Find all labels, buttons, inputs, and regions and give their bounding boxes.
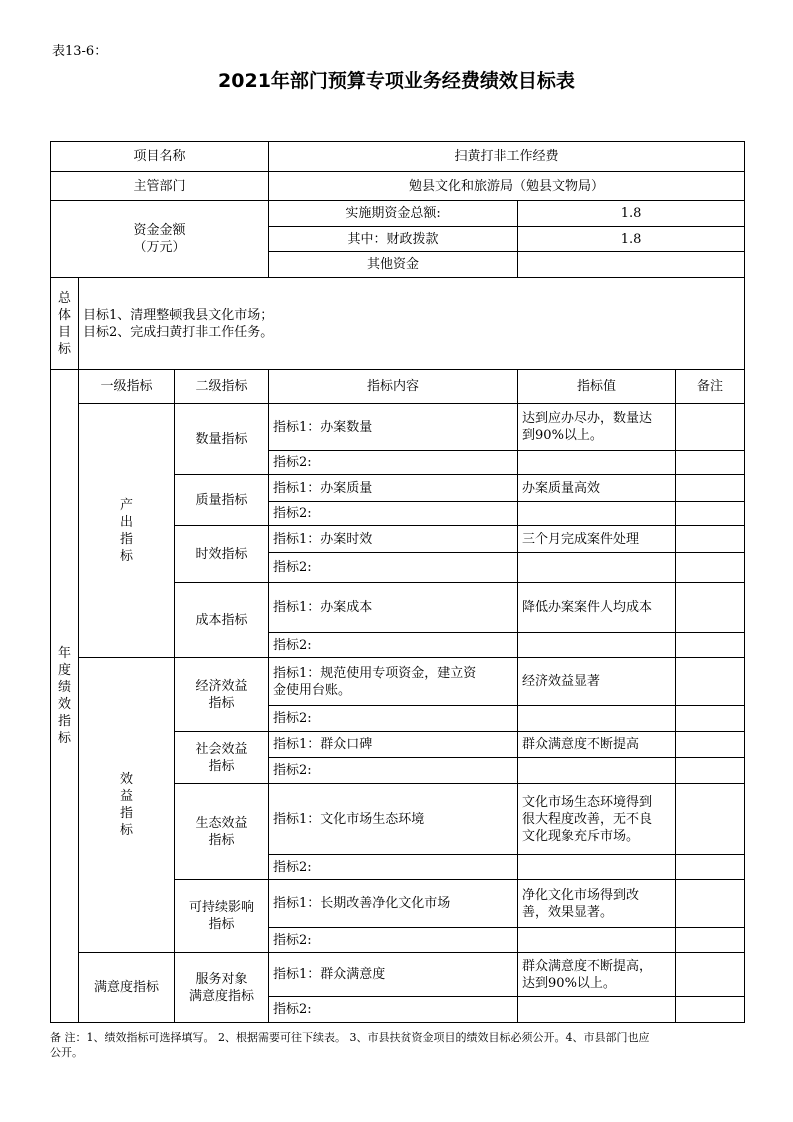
cost-remark-2 (676, 633, 745, 658)
quantity-remark-1 (676, 404, 745, 451)
total-funds-value: 1.8 (518, 201, 745, 227)
funds-label-line1: 资金金额 (133, 223, 186, 238)
table-number: 表13-6： (52, 44, 108, 59)
economic-remark-1 (676, 658, 745, 706)
annual-indicator-label: 年 度 绩 效 指 标 (51, 370, 79, 1023)
ecological-indicator-2: 指标2: (269, 855, 518, 880)
header-level1: 一级指标 (79, 370, 175, 404)
ecological-value-2 (518, 855, 676, 880)
service-indicator: 服务对象 满意度指标 (175, 953, 269, 1023)
overall-goal-line2: 目标2、完成扫黄打非工作任务。 (83, 324, 274, 340)
quantity-remark-2 (676, 451, 745, 475)
economic-indicator: 经济效益 指标 (175, 658, 269, 732)
project-name-value: 扫黄打非工作经费 (269, 142, 745, 172)
social-remark-2 (676, 758, 745, 784)
sustainable-remark-2 (676, 928, 745, 953)
cost-indicator-1: 指标1：办案成本 (269, 583, 518, 633)
overall-goal-label: 总 体 目 标 (51, 278, 79, 370)
ecological-remark-2 (676, 855, 745, 880)
sustainable-indicator: 可持续影响 指标 (175, 880, 269, 953)
page-title: 2021年部门预算专项业务经费绩效目标表 (218, 70, 575, 92)
social-indicator-2: 指标2: (269, 758, 518, 784)
ecological-indicator-1: 指标1：文化市场生态环境 (269, 784, 518, 855)
footer-line2: 公开。 (50, 1046, 83, 1059)
quality-value-2 (518, 502, 676, 526)
header-content: 指标内容 (269, 370, 518, 404)
funds-label (51, 201, 269, 278)
social-indicator: 社会效益 指标 (175, 732, 269, 784)
timeliness-value-2 (518, 553, 676, 583)
service-value-1: 群众满意度不断提高， 达到90%以上。 (518, 953, 676, 997)
economic-indicator-2: 指标2: (269, 706, 518, 732)
satisfaction-indicator-label: 满意度指标 (79, 953, 175, 1023)
timeliness-indicator-2: 指标2: (269, 553, 518, 583)
quality-value-1: 办案质量高效 (518, 475, 676, 502)
sustainable-indicator-2: 指标2: (269, 928, 518, 953)
social-remark-1 (676, 732, 745, 758)
performance-table (50, 141, 745, 1023)
output-indicator-label: 产 出 指 标 (79, 404, 175, 658)
quantity-value-1: 达到应办尽办，数量达 到90%以上。 (518, 404, 676, 451)
timeliness-remark-1 (676, 526, 745, 553)
overall-goal-line1: 目标1、清理整顿我县文化市场； (83, 307, 274, 323)
cost-remark-1 (676, 583, 745, 633)
header-level2: 二级指标 (175, 370, 269, 404)
social-value-2 (518, 758, 676, 784)
cost-indicator-2: 指标2: (269, 633, 518, 658)
timeliness-remark-2 (676, 553, 745, 583)
economic-remark-2 (676, 706, 745, 732)
cost-indicator: 成本指标 (175, 583, 269, 658)
department-label: 主管部门 (51, 172, 269, 201)
ecological-value-1: 文化市场生态环境得到 很大程度改善，无不良 文化现象充斥市场。 (518, 784, 676, 855)
total-funds-label: 实施期资金总额: (269, 201, 518, 227)
cost-value-2 (518, 633, 676, 658)
sustainable-value-1: 净化文化市场得到改 善，效果显著。 (518, 880, 676, 928)
service-remark-1 (676, 953, 745, 997)
footer-line1: 备 注：1、绩效指标可选择填写。 2、根据需要可往下续表。 3、市县扶贫资金项目的绩效目标必须公开。4、市县部门也应 (50, 1031, 650, 1044)
department-value: 勉县文化和旅游局（勉县文物局） (269, 172, 745, 201)
timeliness-value-1: 三个月完成案件处理 (518, 526, 676, 553)
header-remark: 备注 (676, 370, 745, 404)
service-indicator-1: 指标1：群众满意度 (269, 953, 518, 997)
project-name-label: 项目名称 (51, 142, 269, 172)
other-funds-label: 其他资金 (269, 252, 518, 278)
header-value: 指标值 (518, 370, 676, 404)
benefit-indicator-label: 效 益 指 标 (79, 658, 175, 953)
timeliness-indicator: 时效指标 (175, 526, 269, 583)
cost-value-1: 降低办案案件人均成本 (518, 583, 676, 633)
social-value-1: 群众满意度不断提高 (518, 732, 676, 758)
ecological-remark-1 (676, 784, 745, 855)
timeliness-indicator-1: 指标1：办案时效 (269, 526, 518, 553)
service-value-2 (518, 997, 676, 1023)
economic-value-2 (518, 706, 676, 732)
service-remark-2 (676, 997, 745, 1023)
social-indicator-1: 指标1：群众口碑 (269, 732, 518, 758)
quantity-indicator: 数量指标 (175, 404, 269, 475)
quality-indicator-2: 指标2: (269, 502, 518, 526)
quality-indicator: 质量指标 (175, 475, 269, 526)
ecological-indicator: 生态效益 指标 (175, 784, 269, 880)
quantity-indicator-1: 指标1：办案数量 (269, 404, 518, 451)
quantity-value-2 (518, 451, 676, 475)
service-indicator-2: 指标2: (269, 997, 518, 1023)
sustainable-value-2 (518, 928, 676, 953)
other-funds-value (518, 252, 745, 278)
overall-goal-content (79, 278, 745, 370)
fiscal-funds-value: 1.8 (518, 227, 745, 252)
economic-indicator-1: 指标1：规范使用专项资金，建立资 金使用台账。 (269, 658, 518, 706)
quality-remark-2 (676, 502, 745, 526)
sustainable-indicator-1: 指标1：长期改善净化文化市场 (269, 880, 518, 928)
quality-indicator-1: 指标1：办案质量 (269, 475, 518, 502)
quantity-indicator-2: 指标2: (269, 451, 518, 475)
quality-remark-1 (676, 475, 745, 502)
footer-note (50, 1030, 750, 1060)
sustainable-remark-1 (676, 880, 745, 928)
funds-label-line2: （万元） (133, 240, 186, 255)
fiscal-funds-label: 其中：财政拨款 (269, 227, 518, 252)
economic-value-1: 经济效益显著 (518, 658, 676, 706)
